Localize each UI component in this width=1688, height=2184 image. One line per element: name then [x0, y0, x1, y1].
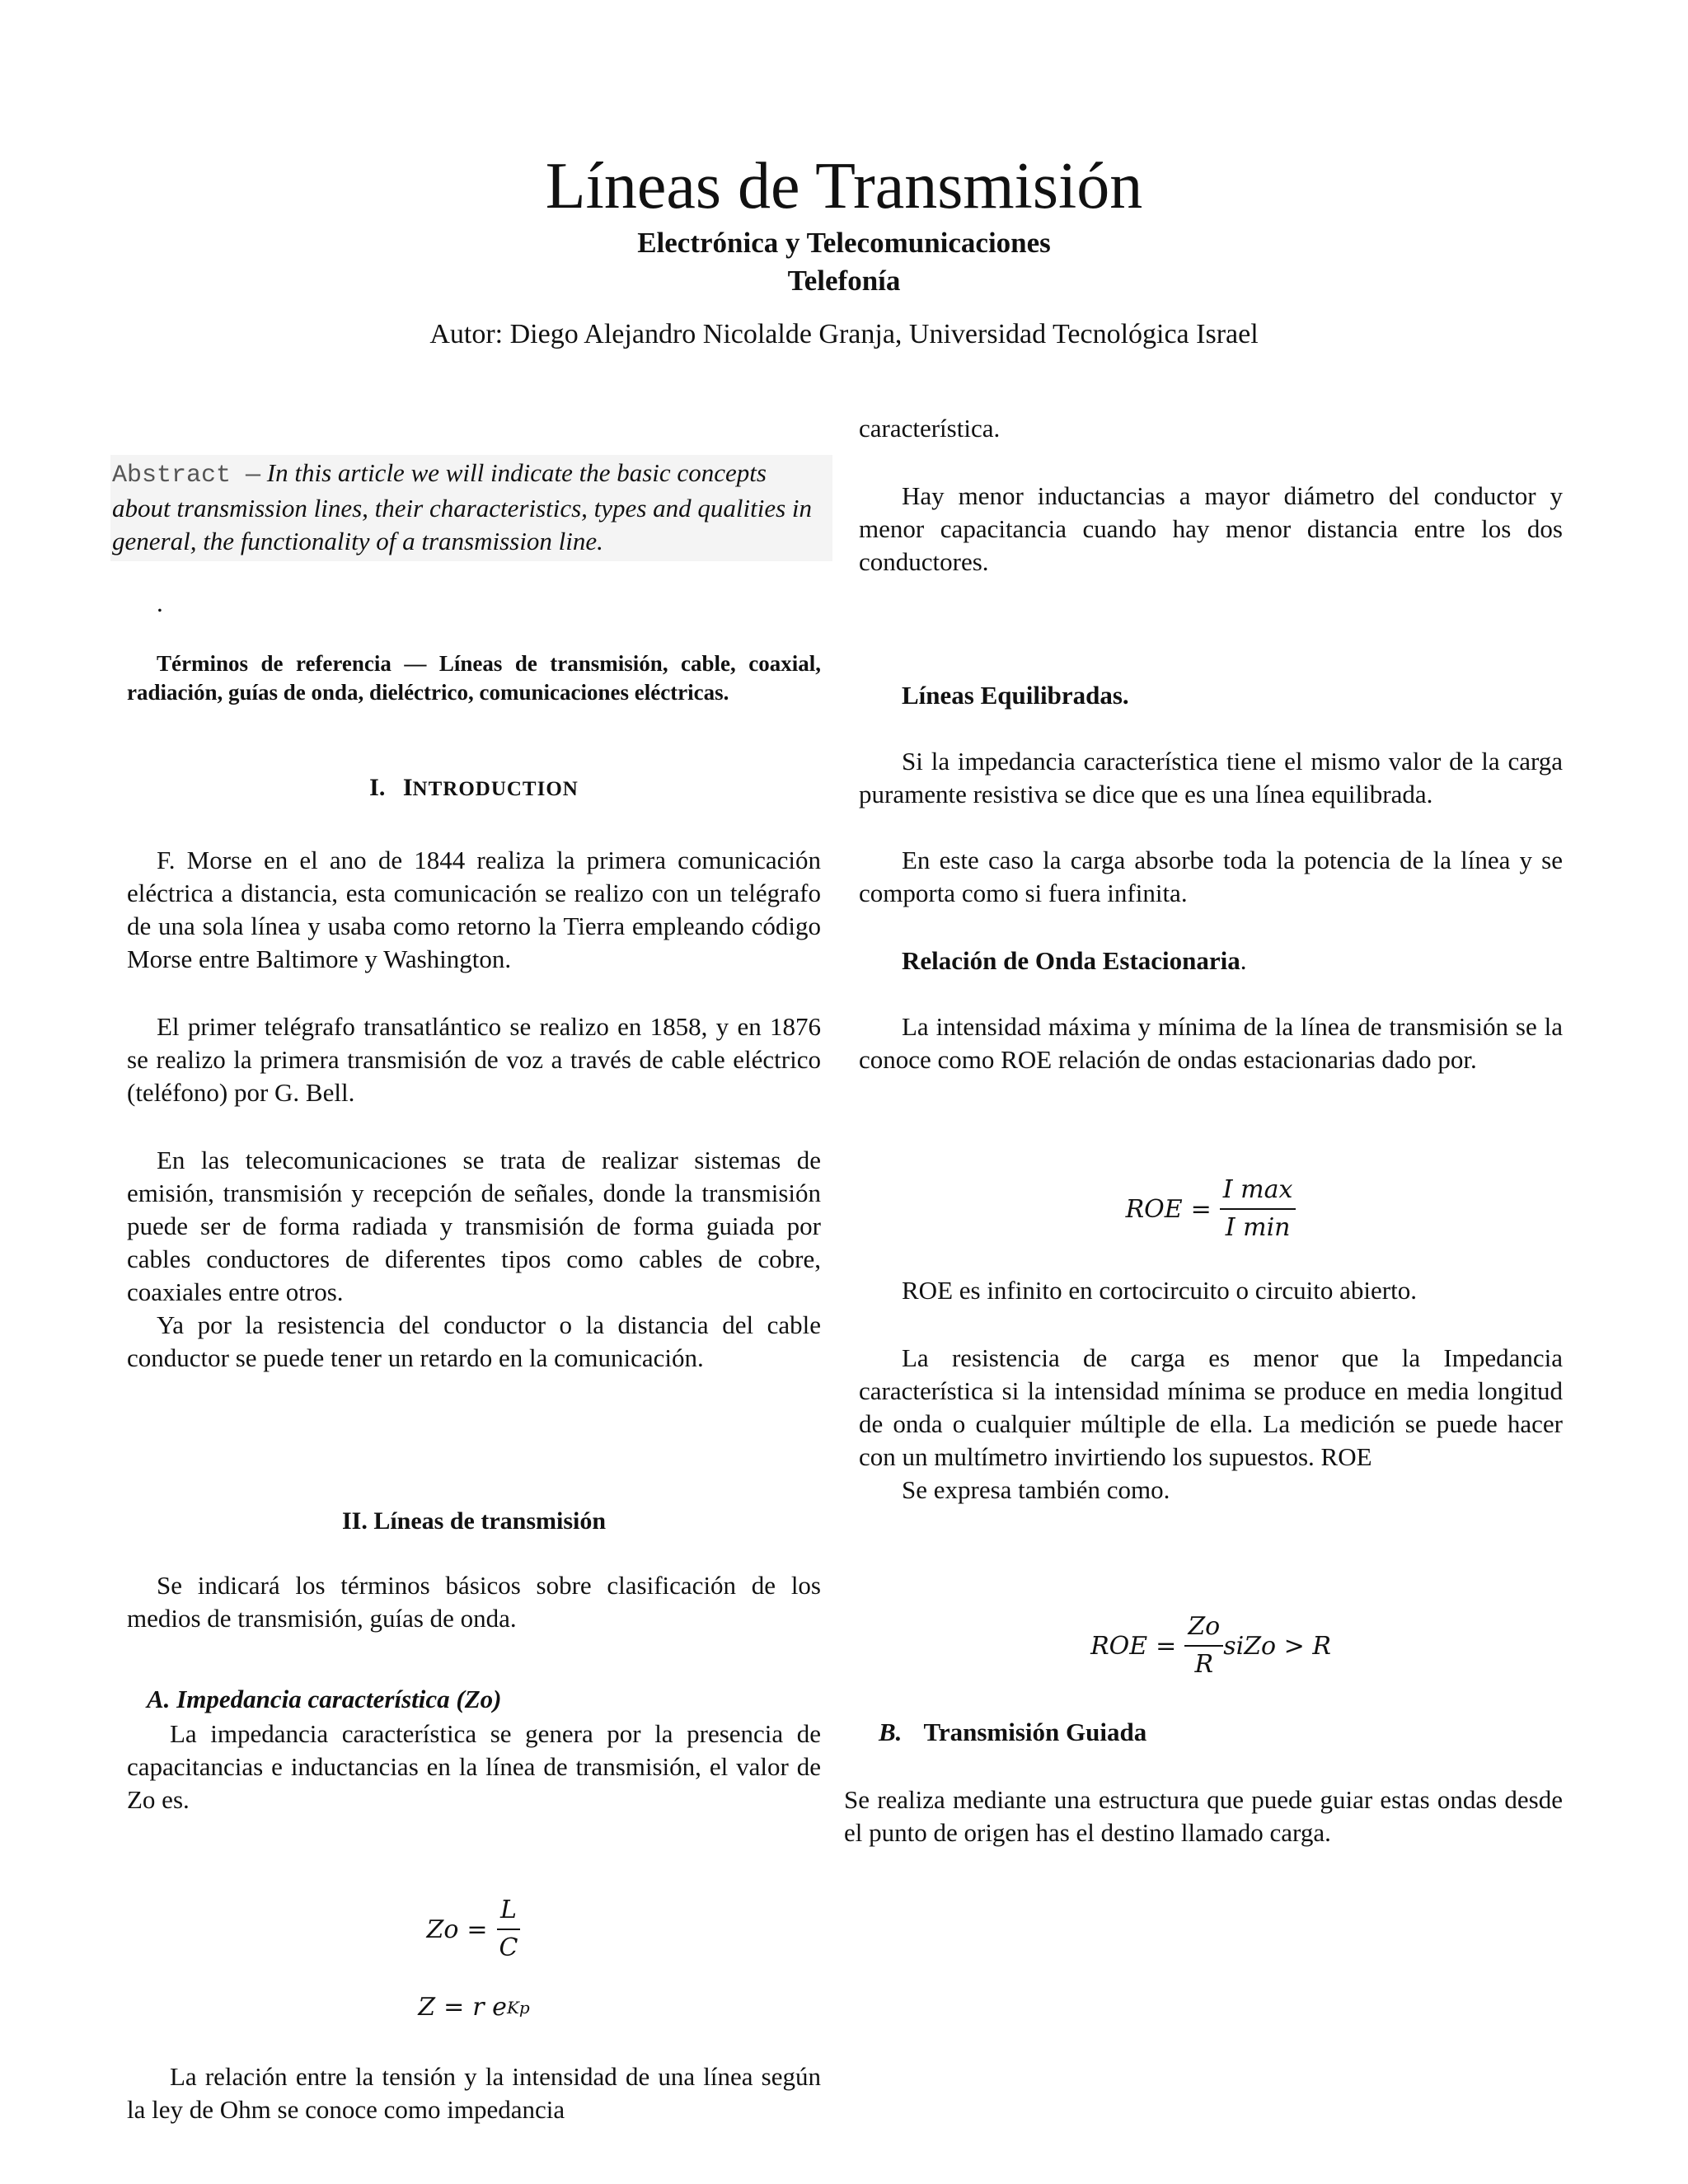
paragraph-ohm: La relación entre la tensión y la intensidad de una línea según la ley de Ohm se conoce como impedancia [127, 2062, 821, 2124]
section-heading-introduction [127, 771, 821, 806]
denominator: R [1194, 1650, 1214, 1679]
equation-exponent: Kp [506, 1997, 530, 2018]
equation-condition: siZo > R [1223, 1631, 1331, 1661]
denominator: C [499, 1933, 518, 1962]
equation-roe-intensity [859, 1172, 1563, 1246]
paragraph-telecom: En las telecomunicaciones se trata de realizar sistemas de emisión, transmisión y recepción de señales, donde la transmisión puede ser de forma radiada y transmisión de forma guiada por cables conductores de diferentes tipos como cables de cobre, coaxiales entre otros. [127, 1146, 821, 1306]
numerator: L [497, 1892, 520, 1930]
fraction [496, 1892, 522, 1966]
equals-sign: = [443, 1993, 465, 2022]
equals-sign: = [467, 1915, 488, 1944]
subsection-heading-guided [879, 1716, 1146, 1749]
paragraph-also-expressed: Se expresa también como. [902, 1475, 1170, 1504]
section-title-rest: NTRODUCTION [412, 778, 579, 800]
paper-title: Líneas de Transmisión [545, 150, 1143, 223]
abstract-label: Abstract — [112, 462, 261, 490]
equation-lhs: Z [418, 1993, 436, 2022]
equation-base: r e [472, 1993, 507, 2022]
paper-subtitle: Electrónica y Telecomunicaciones [637, 227, 1051, 259]
paragraph-load-resistance: La resistencia de carga es menor que la Impedancia característica si la intensidad mínima se produce en media longitud de onda o cualquier múltiple de ella. La medición se puede hacer con un multímetro invirtiendo los supuestos. ROE [859, 1343, 1563, 1471]
heading-standing-wave [902, 944, 1247, 977]
numerator: I max [1220, 1172, 1296, 1210]
equation-lhs: Zo [426, 1915, 459, 1944]
paragraph-morse: F. Morse en el ano de 1844 realiza la primera comunicación eléctrica a distancia, esta comunicación se realizo con un telégrafo de una sola línea y usaba como retorno la Tierra empleando código Morse entre Baltimore y Washington. [127, 846, 821, 973]
abstract-text: In this article we will indicate the basic concepts about transmission lines, their characteristics, types and qualities in general, the functionality of a transmission line. [112, 458, 813, 555]
continued-word: característica. [859, 414, 1001, 443]
section-title-initial: I [402, 774, 413, 801]
equation-z [127, 1993, 821, 2022]
equation-lhs: ROE [1090, 1631, 1148, 1661]
abstract-block [110, 455, 832, 561]
fraction [1184, 1609, 1223, 1683]
fraction [1220, 1172, 1296, 1246]
paragraph-delay: Ya por la resistencia del conductor o la distancia del cable conductor se puede tener un retardo en la comunicación. [127, 1310, 821, 1372]
heading-balanced-lines: Líneas Equilibradas. [902, 681, 1129, 710]
subsection-letter: B. [879, 1718, 903, 1746]
paragraph-basic-terms: Se indicará los términos básicos sobre clasificación de los medios de transmisión, guías de onda. [127, 1571, 821, 1633]
equals-sign: = [1190, 1194, 1212, 1224]
equation-lhs: ROE [1125, 1194, 1183, 1224]
paragraph-guided: Se realiza mediante una estructura que puede guiar estas ondas desde el punto de origen has el destino llamado carga. [844, 1785, 1563, 1847]
equation-roe-impedance [859, 1609, 1563, 1683]
index-terms: Términos de referencia — Líneas de transmisión, cable, coaxial, radiación, guías de onda, dieléctrico, comunicaciones eléctricas. [127, 651, 821, 705]
subsection-title: Transmisión Guiada [923, 1718, 1147, 1746]
heading-standing-wave-dot: . [1240, 946, 1247, 975]
paragraph-balanced-1: Si la impedancia característica tiene el mismo valor de la carga puramente resistiva se dice que es una línea equilibrada. [859, 747, 1563, 808]
paragraph-inductance: Hay menor inductancias a mayor diámetro del conductor y menor capacitancia cuando hay menor distancia entre los dos conductores. [859, 481, 1563, 576]
subsection-heading-impedance: A. Impedancia característica (Zo) [147, 1685, 502, 1713]
heading-standing-wave-text: Relación de Onda Estacionaria [902, 946, 1240, 975]
stray-dot: . [157, 588, 163, 617]
equals-sign: = [1156, 1631, 1177, 1661]
numerator: Zo [1184, 1609, 1223, 1647]
denominator: I min [1225, 1213, 1291, 1242]
paper-subtitle-2: Telefonía [787, 265, 901, 297]
paragraph-roe-infinite: ROE es infinito en cortocircuito o circuito abierto. [902, 1276, 1417, 1305]
paragraph-transatlantic: El primer telégrafo transatlántico se realizo en 1858, y en 1876 se realizo la primera transmisión de voz a través de cable eléctrico (teléfono) por G. Bell. [127, 1012, 821, 1107]
paragraph-balanced-2: En este caso la carga absorbe toda la potencia de la línea y se comporta como si fuera infinita. [859, 846, 1563, 907]
author-line: Autor: Diego Alejandro Nicolalde Granja, Universidad Tecnológica Israel [429, 319, 1259, 349]
section-numeral: I. [369, 774, 386, 801]
equation-zo [127, 1892, 821, 1966]
paragraph-swr: La intensidad máxima y mínima de la línea de transmisión se la conoce como ROE relación de ondas estacionarias dado por. [859, 1012, 1563, 1074]
paragraph-impedance: La impedancia característica se genera por la presencia de capacitancias e inductancias en la línea de transmisión, el valor de Zo es. [127, 1719, 821, 1814]
section-heading-transmission-lines: II. Líneas de transmisión [341, 1507, 607, 1535]
